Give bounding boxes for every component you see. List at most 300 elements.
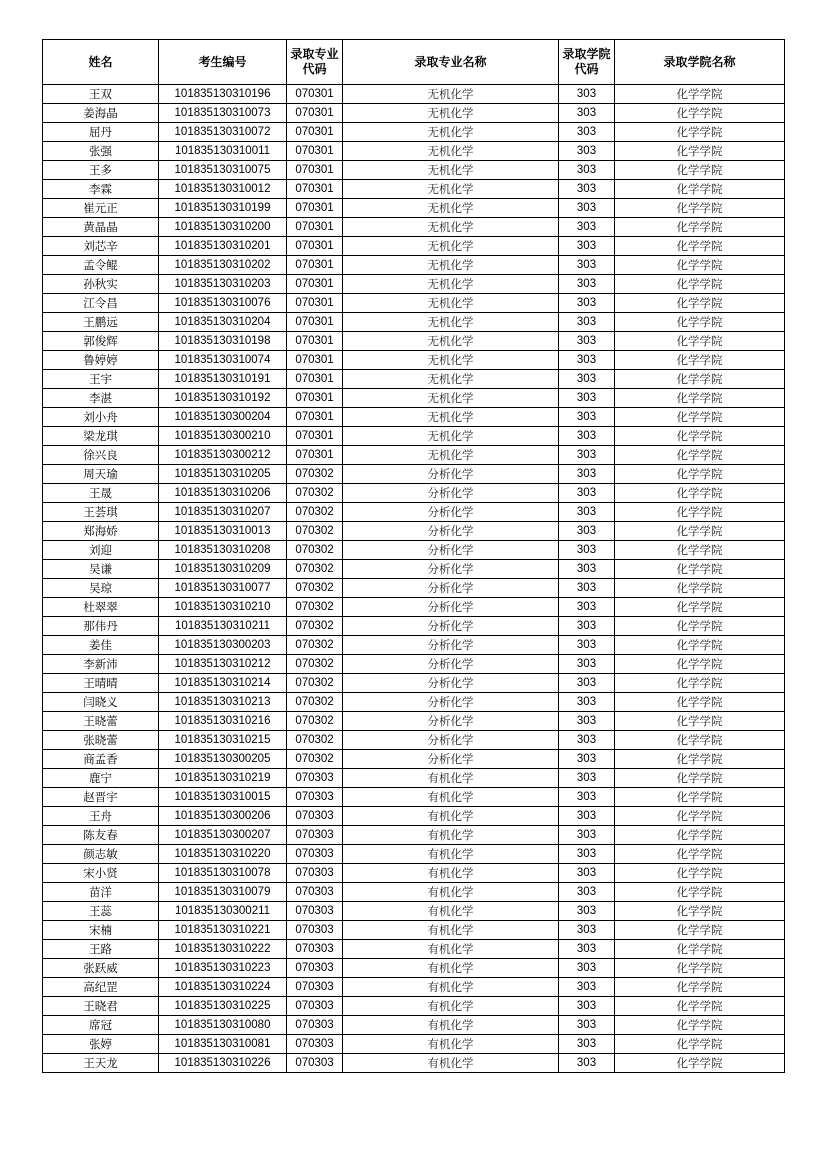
cell-college-name: 化学学院 xyxy=(615,1035,785,1054)
cell-college-name: 化学学院 xyxy=(615,256,785,275)
cell-college-code: 303 xyxy=(559,332,615,351)
table-row xyxy=(43,541,785,560)
cell-college-name: 化学学院 xyxy=(615,940,785,959)
table-row xyxy=(43,351,785,370)
table-row xyxy=(43,997,785,1016)
cell-name: 王荟琪 xyxy=(43,503,159,522)
cell-major-code: 070302 xyxy=(287,465,343,484)
cell-exam-id: 101835130300204 xyxy=(159,408,287,427)
cell-exam-id: 101835130310210 xyxy=(159,598,287,617)
table-row xyxy=(43,978,785,997)
cell-college-code: 303 xyxy=(559,408,615,427)
cell-name: 王晓蕾 xyxy=(43,712,159,731)
cell-college-code: 303 xyxy=(559,465,615,484)
cell-college-code: 303 xyxy=(559,902,615,921)
cell-major-code: 070302 xyxy=(287,655,343,674)
cell-college-code: 303 xyxy=(559,788,615,807)
cell-exam-id: 101835130300206 xyxy=(159,807,287,826)
admission-table xyxy=(42,39,785,1073)
cell-college-name: 化学学院 xyxy=(615,655,785,674)
cell-college-code: 303 xyxy=(559,484,615,503)
cell-major-name: 分析化学 xyxy=(343,598,559,617)
table-row xyxy=(43,522,785,541)
cell-college-code: 303 xyxy=(559,693,615,712)
cell-major-code: 070301 xyxy=(287,370,343,389)
cell-exam-id: 101835130310223 xyxy=(159,959,287,978)
cell-college-code: 303 xyxy=(559,427,615,446)
table-row xyxy=(43,161,785,180)
table-row xyxy=(43,1054,785,1073)
cell-name: 鲁婷婷 xyxy=(43,351,159,370)
cell-exam-id: 101835130310222 xyxy=(159,940,287,959)
cell-major-code: 070301 xyxy=(287,389,343,408)
cell-major-name: 无机化学 xyxy=(343,389,559,408)
cell-exam-id: 101835130310221 xyxy=(159,921,287,940)
cell-major-name: 有机化学 xyxy=(343,1016,559,1035)
cell-major-code: 070302 xyxy=(287,674,343,693)
cell-major-code: 070303 xyxy=(287,807,343,826)
cell-name: 江令昌 xyxy=(43,294,159,313)
cell-exam-id: 101835130310203 xyxy=(159,275,287,294)
table-row xyxy=(43,731,785,750)
cell-exam-id: 101835130300205 xyxy=(159,750,287,769)
table-row xyxy=(43,617,785,636)
table-row xyxy=(43,237,785,256)
cell-college-code: 303 xyxy=(559,370,615,389)
table-row xyxy=(43,370,785,389)
cell-college-code: 303 xyxy=(559,275,615,294)
cell-name: 宋小贤 xyxy=(43,864,159,883)
cell-name: 吴谦 xyxy=(43,560,159,579)
cell-name: 张强 xyxy=(43,142,159,161)
cell-major-name: 无机化学 xyxy=(343,142,559,161)
cell-major-name: 无机化学 xyxy=(343,256,559,275)
cell-college-name: 化学学院 xyxy=(615,997,785,1016)
table-row xyxy=(43,959,785,978)
cell-major-name: 有机化学 xyxy=(343,826,559,845)
table-row xyxy=(43,218,785,237)
cell-major-code: 070303 xyxy=(287,959,343,978)
cell-college-name: 化学学院 xyxy=(615,902,785,921)
cell-name: 闫晓义 xyxy=(43,693,159,712)
cell-college-code: 303 xyxy=(559,104,615,123)
cell-major-code: 070303 xyxy=(287,864,343,883)
cell-college-name: 化学学院 xyxy=(615,1054,785,1073)
cell-college-name: 化学学院 xyxy=(615,959,785,978)
cell-college-code: 303 xyxy=(559,1035,615,1054)
table-row xyxy=(43,389,785,408)
cell-college-name: 化学学院 xyxy=(615,864,785,883)
table-row xyxy=(43,845,785,864)
cell-major-code: 070301 xyxy=(287,237,343,256)
cell-college-code: 303 xyxy=(559,389,615,408)
cell-major-name: 分析化学 xyxy=(343,636,559,655)
cell-major-name: 无机化学 xyxy=(343,85,559,104)
cell-exam-id: 101835130310225 xyxy=(159,997,287,1016)
cell-college-name: 化学学院 xyxy=(615,712,785,731)
cell-major-name: 分析化学 xyxy=(343,655,559,674)
table-row xyxy=(43,712,785,731)
cell-name: 王晴晴 xyxy=(43,674,159,693)
cell-name: 苗洋 xyxy=(43,883,159,902)
cell-exam-id: 101835130300210 xyxy=(159,427,287,446)
cell-college-name: 化学学院 xyxy=(615,351,785,370)
cell-exam-id: 101835130310206 xyxy=(159,484,287,503)
cell-name: 屈丹 xyxy=(43,123,159,142)
cell-name: 鹿宁 xyxy=(43,769,159,788)
cell-college-code: 303 xyxy=(559,218,615,237)
cell-college-name: 化学学院 xyxy=(615,750,785,769)
cell-college-code: 303 xyxy=(559,997,615,1016)
cell-name: 赵晋宇 xyxy=(43,788,159,807)
cell-college-name: 化学学院 xyxy=(615,978,785,997)
cell-major-code: 070303 xyxy=(287,826,343,845)
cell-name: 孟令鲲 xyxy=(43,256,159,275)
cell-major-code: 070301 xyxy=(287,427,343,446)
cell-college-name: 化学学院 xyxy=(615,617,785,636)
cell-exam-id: 101835130310201 xyxy=(159,237,287,256)
table-row xyxy=(43,864,785,883)
cell-exam-id: 101835130310012 xyxy=(159,180,287,199)
cell-college-name: 化学学院 xyxy=(615,693,785,712)
cell-college-code: 303 xyxy=(559,161,615,180)
cell-exam-id: 101835130310200 xyxy=(159,218,287,237)
cell-college-name: 化学学院 xyxy=(615,427,785,446)
cell-major-name: 无机化学 xyxy=(343,180,559,199)
table-row xyxy=(43,902,785,921)
table-row xyxy=(43,503,785,522)
cell-exam-id: 101835130300211 xyxy=(159,902,287,921)
cell-exam-id: 101835130310226 xyxy=(159,1054,287,1073)
cell-exam-id: 101835130310078 xyxy=(159,864,287,883)
cell-college-code: 303 xyxy=(559,446,615,465)
cell-name: 梁龙琪 xyxy=(43,427,159,446)
cell-college-name: 化学学院 xyxy=(615,731,785,750)
cell-exam-id: 101835130310077 xyxy=(159,579,287,598)
cell-college-code: 303 xyxy=(559,636,615,655)
cell-name: 郭俊辉 xyxy=(43,332,159,351)
cell-name: 王宇 xyxy=(43,370,159,389)
cell-major-name: 有机化学 xyxy=(343,921,559,940)
cell-exam-id: 101835130310220 xyxy=(159,845,287,864)
cell-exam-id: 101835130310213 xyxy=(159,693,287,712)
cell-major-code: 070303 xyxy=(287,902,343,921)
cell-college-name: 化学学院 xyxy=(615,560,785,579)
cell-college-code: 303 xyxy=(559,598,615,617)
cell-name: 张晓蕾 xyxy=(43,731,159,750)
cell-exam-id: 101835130310074 xyxy=(159,351,287,370)
cell-name: 吴琼 xyxy=(43,579,159,598)
cell-major-name: 无机化学 xyxy=(343,104,559,123)
cell-college-code: 303 xyxy=(559,617,615,636)
cell-name: 王舟 xyxy=(43,807,159,826)
cell-major-code: 070302 xyxy=(287,636,343,655)
cell-name: 刘小舟 xyxy=(43,408,159,427)
cell-college-code: 303 xyxy=(559,579,615,598)
cell-name: 周天瑜 xyxy=(43,465,159,484)
cell-name: 王晓君 xyxy=(43,997,159,1016)
cell-name: 张婷 xyxy=(43,1035,159,1054)
cell-major-code: 070303 xyxy=(287,921,343,940)
cell-major-code: 070303 xyxy=(287,769,343,788)
cell-college-name: 化学学院 xyxy=(615,237,785,256)
cell-college-name: 化学学院 xyxy=(615,123,785,142)
cell-major-name: 无机化学 xyxy=(343,313,559,332)
cell-major-code: 070303 xyxy=(287,788,343,807)
cell-name: 王多 xyxy=(43,161,159,180)
cell-major-name: 有机化学 xyxy=(343,902,559,921)
cell-major-code: 070302 xyxy=(287,731,343,750)
cell-major-name: 无机化学 xyxy=(343,161,559,180)
cell-major-code: 070303 xyxy=(287,940,343,959)
cell-college-code: 303 xyxy=(559,978,615,997)
table-row xyxy=(43,674,785,693)
cell-college-name: 化学学院 xyxy=(615,541,785,560)
table-row xyxy=(43,275,785,294)
cell-exam-id: 101835130310207 xyxy=(159,503,287,522)
cell-college-code: 303 xyxy=(559,180,615,199)
cell-college-code: 303 xyxy=(559,560,615,579)
cell-name: 王双 xyxy=(43,85,159,104)
table-row xyxy=(43,465,785,484)
cell-college-name: 化学学院 xyxy=(615,275,785,294)
cell-exam-id: 101835130310075 xyxy=(159,161,287,180)
header-row xyxy=(43,40,785,85)
cell-exam-id: 101835130310219 xyxy=(159,769,287,788)
table-row xyxy=(43,104,785,123)
cell-college-name: 化学学院 xyxy=(615,1016,785,1035)
cell-college-code: 303 xyxy=(559,503,615,522)
cell-major-name: 分析化学 xyxy=(343,617,559,636)
cell-major-name: 有机化学 xyxy=(343,807,559,826)
cell-major-code: 070301 xyxy=(287,161,343,180)
table-header xyxy=(43,40,785,85)
cell-college-code: 303 xyxy=(559,351,615,370)
cell-major-name: 无机化学 xyxy=(343,237,559,256)
cell-name: 宋楠 xyxy=(43,921,159,940)
cell-major-name: 分析化学 xyxy=(343,503,559,522)
cell-major-code: 070303 xyxy=(287,1016,343,1035)
cell-college-code: 303 xyxy=(559,294,615,313)
cell-name: 崔元正 xyxy=(43,199,159,218)
cell-name: 席冠 xyxy=(43,1016,159,1035)
cell-college-code: 303 xyxy=(559,85,615,104)
cell-college-name: 化学学院 xyxy=(615,883,785,902)
cell-major-code: 070302 xyxy=(287,750,343,769)
cell-college-name: 化学学院 xyxy=(615,636,785,655)
header-major-name: 录取专业名称 xyxy=(343,40,559,85)
cell-major-code: 070301 xyxy=(287,85,343,104)
cell-major-code: 070302 xyxy=(287,598,343,617)
cell-college-code: 303 xyxy=(559,845,615,864)
cell-name: 颜志敏 xyxy=(43,845,159,864)
cell-exam-id: 101835130310015 xyxy=(159,788,287,807)
cell-major-code: 070302 xyxy=(287,503,343,522)
cell-major-name: 无机化学 xyxy=(343,123,559,142)
cell-major-code: 070303 xyxy=(287,883,343,902)
cell-major-name: 有机化学 xyxy=(343,1035,559,1054)
cell-college-code: 303 xyxy=(559,959,615,978)
cell-college-code: 303 xyxy=(559,199,615,218)
cell-college-code: 303 xyxy=(559,522,615,541)
cell-college-code: 303 xyxy=(559,674,615,693)
cell-major-code: 070302 xyxy=(287,484,343,503)
cell-college-name: 化学学院 xyxy=(615,446,785,465)
cell-major-code: 070301 xyxy=(287,275,343,294)
cell-college-name: 化学学院 xyxy=(615,332,785,351)
cell-exam-id: 101835130310191 xyxy=(159,370,287,389)
cell-college-name: 化学学院 xyxy=(615,845,785,864)
cell-college-name: 化学学院 xyxy=(615,370,785,389)
cell-exam-id: 101835130310208 xyxy=(159,541,287,560)
cell-college-name: 化学学院 xyxy=(615,104,785,123)
cell-college-code: 303 xyxy=(559,142,615,161)
cell-major-code: 070301 xyxy=(287,218,343,237)
cell-college-name: 化学学院 xyxy=(615,218,785,237)
table-row xyxy=(43,826,785,845)
cell-college-code: 303 xyxy=(559,826,615,845)
cell-exam-id: 101835130310204 xyxy=(159,313,287,332)
cell-major-name: 无机化学 xyxy=(343,351,559,370)
cell-college-name: 化学学院 xyxy=(615,788,785,807)
cell-major-name: 无机化学 xyxy=(343,275,559,294)
cell-exam-id: 101835130310079 xyxy=(159,883,287,902)
cell-exam-id: 101835130310198 xyxy=(159,332,287,351)
cell-major-name: 分析化学 xyxy=(343,560,559,579)
cell-college-code: 303 xyxy=(559,921,615,940)
cell-major-name: 无机化学 xyxy=(343,446,559,465)
cell-college-name: 化学学院 xyxy=(615,142,785,161)
cell-college-name: 化学学院 xyxy=(615,389,785,408)
cell-major-code: 070303 xyxy=(287,978,343,997)
cell-college-code: 303 xyxy=(559,864,615,883)
table-row xyxy=(43,1016,785,1035)
cell-college-name: 化学学院 xyxy=(615,294,785,313)
table-row xyxy=(43,655,785,674)
cell-exam-id: 101835130310211 xyxy=(159,617,287,636)
cell-major-name: 无机化学 xyxy=(343,427,559,446)
cell-major-code: 070301 xyxy=(287,313,343,332)
cell-college-name: 化学学院 xyxy=(615,769,785,788)
cell-major-name: 无机化学 xyxy=(343,370,559,389)
cell-exam-id: 101835130300212 xyxy=(159,446,287,465)
cell-major-code: 070301 xyxy=(287,332,343,351)
table-row xyxy=(43,693,785,712)
cell-major-code: 070301 xyxy=(287,294,343,313)
cell-name: 李湛 xyxy=(43,389,159,408)
table-row xyxy=(43,142,785,161)
cell-major-name: 无机化学 xyxy=(343,408,559,427)
cell-college-name: 化学学院 xyxy=(615,161,785,180)
cell-exam-id: 101835130310199 xyxy=(159,199,287,218)
cell-college-name: 化学学院 xyxy=(615,807,785,826)
cell-major-name: 有机化学 xyxy=(343,788,559,807)
table-row xyxy=(43,427,785,446)
table-row xyxy=(43,294,785,313)
cell-college-name: 化学学院 xyxy=(615,313,785,332)
cell-college-code: 303 xyxy=(559,541,615,560)
cell-name: 王路 xyxy=(43,940,159,959)
cell-major-name: 无机化学 xyxy=(343,294,559,313)
cell-major-code: 070301 xyxy=(287,104,343,123)
table-row xyxy=(43,807,785,826)
cell-major-name: 分析化学 xyxy=(343,750,559,769)
cell-major-name: 分析化学 xyxy=(343,712,559,731)
cell-college-code: 303 xyxy=(559,1054,615,1073)
cell-name: 那伟丹 xyxy=(43,617,159,636)
table-row xyxy=(43,560,785,579)
cell-college-name: 化学学院 xyxy=(615,826,785,845)
cell-major-name: 有机化学 xyxy=(343,864,559,883)
cell-major-code: 070302 xyxy=(287,712,343,731)
cell-college-code: 303 xyxy=(559,807,615,826)
cell-major-name: 有机化学 xyxy=(343,769,559,788)
table-row xyxy=(43,750,785,769)
cell-name: 王鹏远 xyxy=(43,313,159,332)
cell-major-code: 070303 xyxy=(287,845,343,864)
table-row xyxy=(43,256,785,275)
cell-major-code: 070301 xyxy=(287,180,343,199)
cell-exam-id: 101835130310076 xyxy=(159,294,287,313)
cell-major-code: 070301 xyxy=(287,446,343,465)
cell-college-code: 303 xyxy=(559,731,615,750)
table-row xyxy=(43,921,785,940)
header-college-code: 录取学院代码 xyxy=(559,40,615,85)
cell-major-name: 无机化学 xyxy=(343,218,559,237)
cell-college-name: 化学学院 xyxy=(615,522,785,541)
cell-exam-id: 101835130310192 xyxy=(159,389,287,408)
admission-list-page xyxy=(42,39,785,1073)
cell-exam-id: 101835130310080 xyxy=(159,1016,287,1035)
cell-major-name: 有机化学 xyxy=(343,997,559,1016)
cell-exam-id: 101835130300203 xyxy=(159,636,287,655)
cell-college-name: 化学学院 xyxy=(615,199,785,218)
cell-exam-id: 101835130310205 xyxy=(159,465,287,484)
cell-name: 姜佳 xyxy=(43,636,159,655)
cell-major-name: 分析化学 xyxy=(343,522,559,541)
cell-major-name: 有机化学 xyxy=(343,883,559,902)
cell-college-name: 化学学院 xyxy=(615,408,785,427)
cell-college-name: 化学学院 xyxy=(615,921,785,940)
cell-college-code: 303 xyxy=(559,237,615,256)
table-row xyxy=(43,446,785,465)
table-row xyxy=(43,332,785,351)
cell-name: 陈友春 xyxy=(43,826,159,845)
cell-exam-id: 101835130310196 xyxy=(159,85,287,104)
cell-college-name: 化学学院 xyxy=(615,180,785,199)
cell-exam-id: 101835130310011 xyxy=(159,142,287,161)
cell-name: 徐兴良 xyxy=(43,446,159,465)
cell-exam-id: 101835130310216 xyxy=(159,712,287,731)
table-row xyxy=(43,180,785,199)
cell-college-code: 303 xyxy=(559,940,615,959)
cell-major-code: 070301 xyxy=(287,199,343,218)
cell-college-code: 303 xyxy=(559,256,615,275)
cell-major-name: 分析化学 xyxy=(343,674,559,693)
cell-major-name: 有机化学 xyxy=(343,1054,559,1073)
cell-major-name: 无机化学 xyxy=(343,199,559,218)
header-name: 姓名 xyxy=(43,40,159,85)
cell-exam-id: 101835130310013 xyxy=(159,522,287,541)
cell-college-code: 303 xyxy=(559,123,615,142)
table-row xyxy=(43,940,785,959)
cell-name: 张跃威 xyxy=(43,959,159,978)
cell-exam-id: 101835130310081 xyxy=(159,1035,287,1054)
cell-college-name: 化学学院 xyxy=(615,503,785,522)
header-exam-id: 考生编号 xyxy=(159,40,287,85)
cell-major-code: 070301 xyxy=(287,123,343,142)
cell-major-name: 分析化学 xyxy=(343,579,559,598)
